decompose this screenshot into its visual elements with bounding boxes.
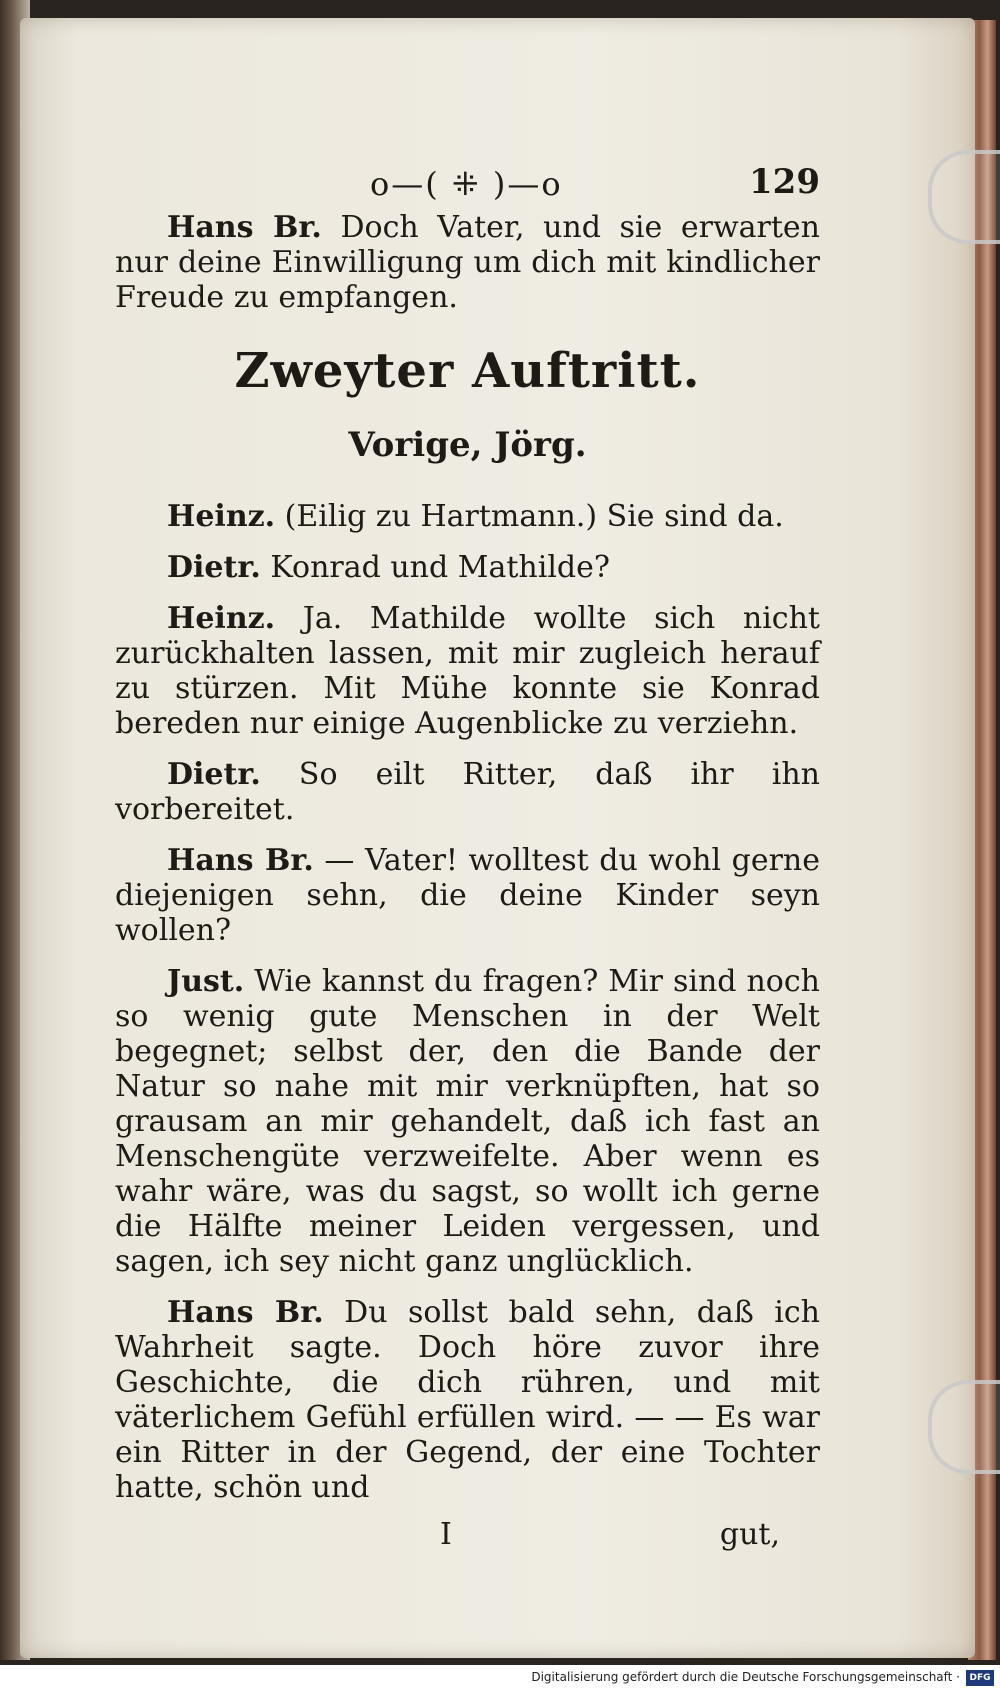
speech-text: So eilt Ritter, daß ihr ihn vorbereitet. xyxy=(115,757,820,827)
page-content xyxy=(115,160,820,1557)
scene-title: Zweyter Auftritt. xyxy=(234,343,701,399)
speaker-name: Hans Br. xyxy=(167,843,314,878)
page-clip-bottom xyxy=(928,1380,1000,1474)
speaker-name: Dietr. xyxy=(167,757,261,792)
speaker-name: Heinz. xyxy=(167,499,276,534)
header-ornament: o—( ⁜ )—o xyxy=(370,165,563,203)
dialogue-line xyxy=(115,843,820,948)
speaker-name: Heinz. xyxy=(167,601,276,636)
page-clip-top xyxy=(928,150,1000,244)
page-header xyxy=(115,160,820,210)
dialogue-line xyxy=(115,964,820,1279)
footer-credit: Digitalisierung gefördert durch die Deutsche Forschungsgemeinschaft · xyxy=(531,1670,960,1684)
page-catchline xyxy=(115,1517,820,1557)
dialogue-line xyxy=(115,550,820,585)
dfg-logo: DFG xyxy=(966,1670,994,1686)
scene-cast: Vorige, Jörg. xyxy=(348,425,587,465)
dialogue-line xyxy=(115,1295,820,1505)
speech-text: Wie kannst du fragen? Mir sind noch so wenig gute Menschen in der Welt begegnet; selbst der, den die Bande der Natur so nahe mit mir verknüpften, hat so grausam an mir gehandelt, daß ich fast an Menschengüte verzweifelte. Aber wenn es wahr wäre, was du sagst, so wollt ich gerne die Hälfte meiner Leiden vergessen, und sagen, ich sey nicht ganz unglücklich. xyxy=(115,964,820,1279)
speech-text: Ja. Mathilde wollte sich nicht zurückhalten lassen, mit mir zugleich herauf zu stürzen. Mit Mühe konnte sie Konrad bereden nur einige Augenblicke zu verziehn. xyxy=(115,601,820,741)
speech-text: Du sollst bald sehn, daß ich Wahrheit sagte. Doch höre zuvor ihre Geschichte, die dich rühren, und mit väterlichem Gefühl erfüllen wird. — — Es war ein Ritter in der Gegend, der eine Tochter hatte, schön und xyxy=(115,1295,820,1505)
dialogue-line xyxy=(115,757,820,827)
catchword: gut, xyxy=(719,1517,780,1552)
signature-mark: I xyxy=(440,1517,452,1552)
speaker-name: Dietr. xyxy=(167,550,261,585)
speaker-name: Hans Br. xyxy=(167,1295,324,1330)
speaker-name: Just. xyxy=(167,964,245,999)
speech-text: (Eilig zu Hartmann.) Sie sind da. xyxy=(284,499,784,534)
dialogue-line xyxy=(115,499,820,534)
speech-text: — Vater! wolltest du wohl gerne diejenigen sehn, die deine Kinder seyn wollen? xyxy=(115,843,821,948)
page-number: 129 xyxy=(749,162,820,202)
speech-text: Konrad und Mathilde? xyxy=(270,550,610,585)
paragraph xyxy=(115,210,820,315)
speech-text: Doch Vater, und sie erwarten nur deine Einwilligung um dich mit kindlicher Freude zu empfangen. xyxy=(115,210,820,315)
digitization-footer xyxy=(0,1665,1000,1693)
dialogue-line xyxy=(115,601,820,741)
speaker-name: Hans Br. xyxy=(167,210,322,245)
